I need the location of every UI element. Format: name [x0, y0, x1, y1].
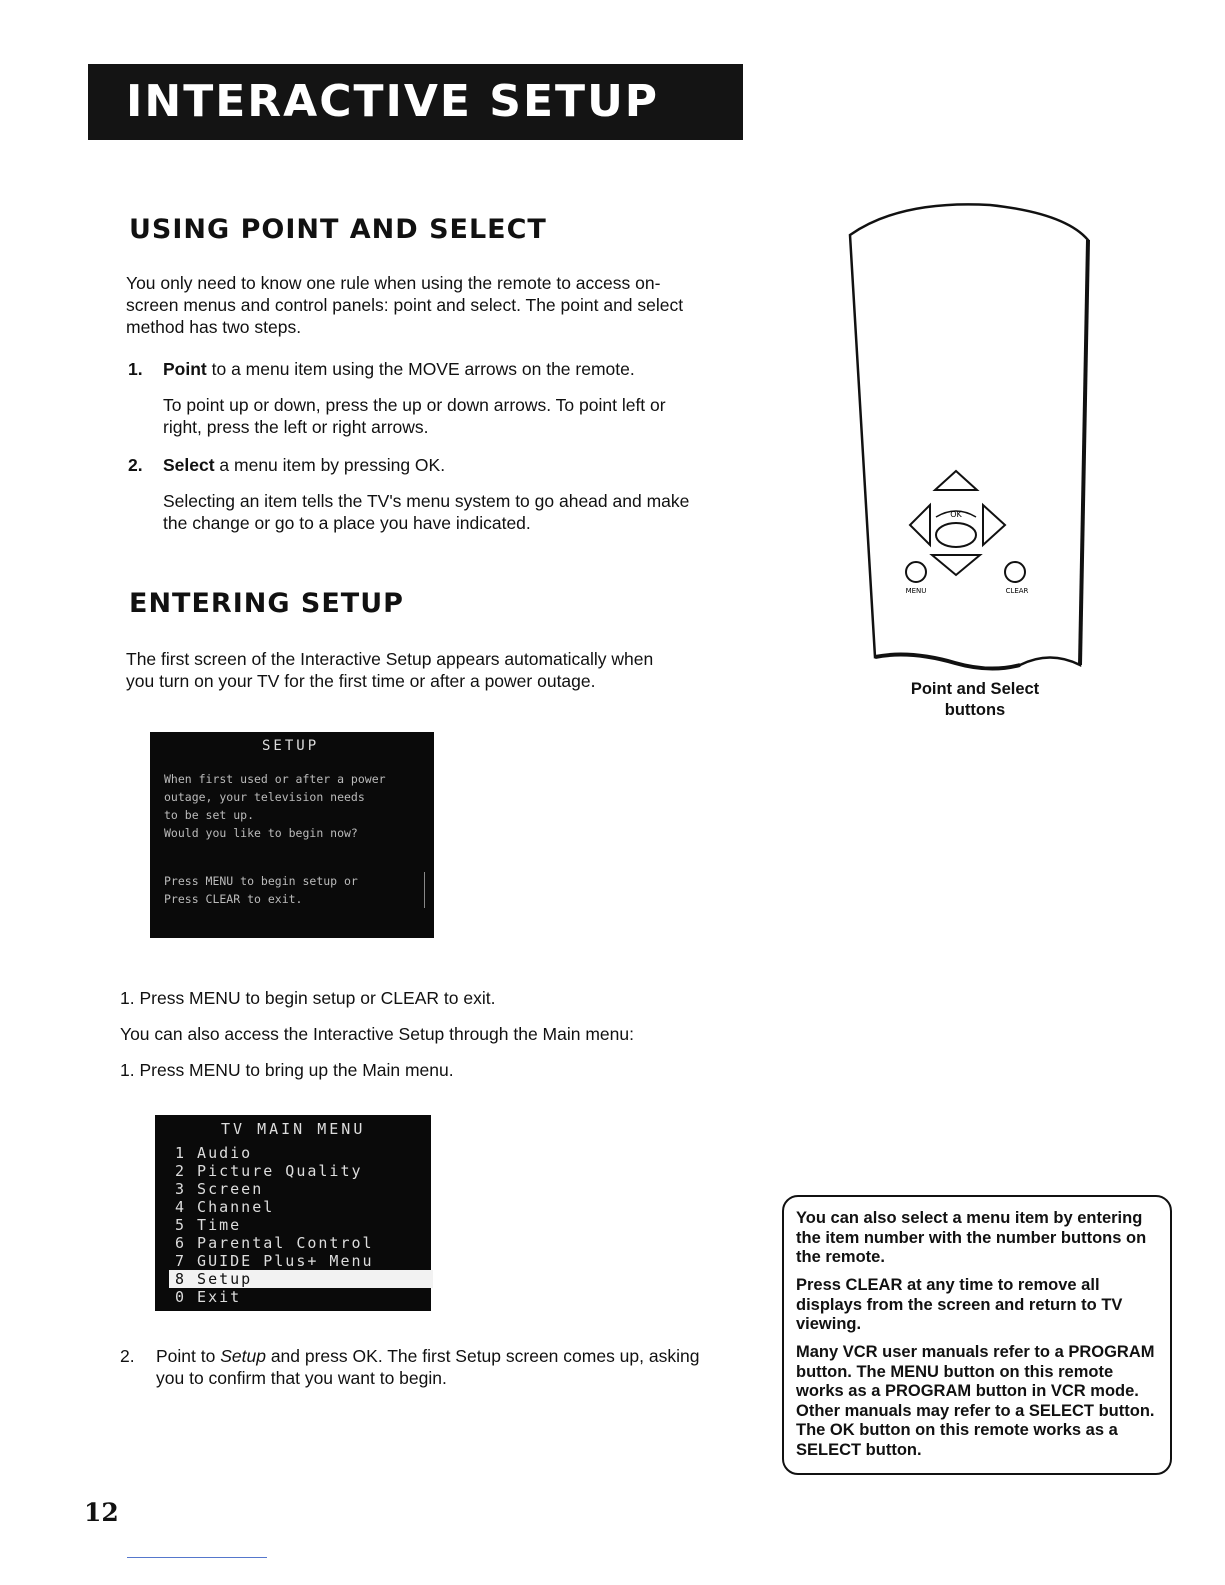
- page-title: INTERACTIVE SETUP: [126, 76, 660, 127]
- step1-text: Point to a menu item using the MOVE arrows on the remote.: [163, 359, 635, 379]
- menu-item: 5 Time: [175, 1216, 242, 1234]
- step2-detail: Selecting an item tells the TV's menu system to go ahead and make the change or go to a place you have indicated.: [163, 491, 690, 533]
- header-banner: [88, 64, 743, 140]
- footer-line: [127, 1557, 267, 1558]
- menu-item: 1 Audio: [175, 1144, 253, 1162]
- step-number: 1.: [128, 359, 143, 379]
- clear-button-icon: [1005, 562, 1025, 582]
- menu-item: 0 Exit: [175, 1288, 242, 1306]
- tip-paragraph: Press CLEAR at any time to remove all displays from the screen and return to TV viewing.: [796, 1276, 1123, 1333]
- main-menu-title: TV MAIN MENU: [221, 1120, 366, 1138]
- also-access-text: You can also access the Interactive Setup through the Main menu:: [120, 1024, 634, 1044]
- section1-intro: You only need to know one rule when using the remote to access on- screen menus and control panels: point and select. The point and select method has two steps.: [126, 273, 684, 337]
- menu-item: 3 Screen: [175, 1180, 264, 1198]
- menu-item-selected: 8 Setup: [169, 1270, 433, 1288]
- section-heading-point-select: USING POINT AND SELECT: [129, 214, 547, 245]
- step-number: 2.: [120, 1346, 135, 1366]
- step1-detail: To point up or down, press the up or down arrows. To point left or right, press the left or right arrows.: [163, 395, 666, 437]
- ok-button-icon: [936, 523, 976, 547]
- ok-label: OK: [950, 510, 962, 519]
- remote-illustration: [840, 195, 1100, 685]
- clear-label: CLEAR: [1005, 587, 1029, 595]
- menu-label: MENU: [905, 587, 927, 595]
- tip-paragraph: Many VCR user manuals refer to a PROGRAM button. The MENU button on this remote works as a PROGRAM button in VCR mode. Other manuals may refer to a SELECT button. The OK button on this remote works as a SELECT button.: [796, 1343, 1155, 1459]
- remote-caption: Point and Select buttons: [910, 680, 1040, 719]
- step-bring-main-menu: 1. Press MENU to bring up the Main menu.: [120, 1060, 454, 1080]
- setup-screen-body: When first used or after a power outage, your television needs to be set up. Would you like to begin now?: [164, 772, 386, 840]
- main-menu-screen-image: [155, 1115, 431, 1311]
- tip-paragraph: You can also select a menu item by entering the item number with the number buttons on the remote.: [796, 1209, 1147, 1266]
- menu-button-icon: [906, 562, 926, 582]
- menu-item: 7 GUIDE Plus+ Menu: [175, 1252, 374, 1270]
- step-press-menu: 1. Press MENU to begin setup or CLEAR to exit.: [120, 988, 496, 1008]
- screen-divider: [424, 872, 425, 908]
- menu-item: 6 Parental Control: [175, 1234, 374, 1252]
- page-number: 12: [84, 1498, 119, 1527]
- step2-text: Select a menu item by pressing OK.: [163, 455, 446, 475]
- menu-item: 4 Channel: [175, 1198, 275, 1216]
- step-number: 2.: [128, 455, 143, 475]
- setup-screen-image: [150, 732, 434, 938]
- section2-intro: The first screen of the Interactive Setup appears automatically when you turn on your TV for the first time or after a power outage.: [126, 649, 654, 691]
- tip-callout-box: [782, 1195, 1172, 1475]
- section-heading-entering-setup: ENTERING SETUP: [129, 588, 404, 619]
- setup-screen-footer: Press MENU to begin setup or Press CLEAR to exit.: [164, 874, 358, 906]
- step-point-setup: Point to Setup and press OK. The first Setup screen comes up, asking you to confirm that you want to begin.: [156, 1346, 700, 1388]
- menu-item: 2 Picture Quality: [175, 1162, 363, 1180]
- setup-screen-title: SETUP: [262, 738, 320, 754]
